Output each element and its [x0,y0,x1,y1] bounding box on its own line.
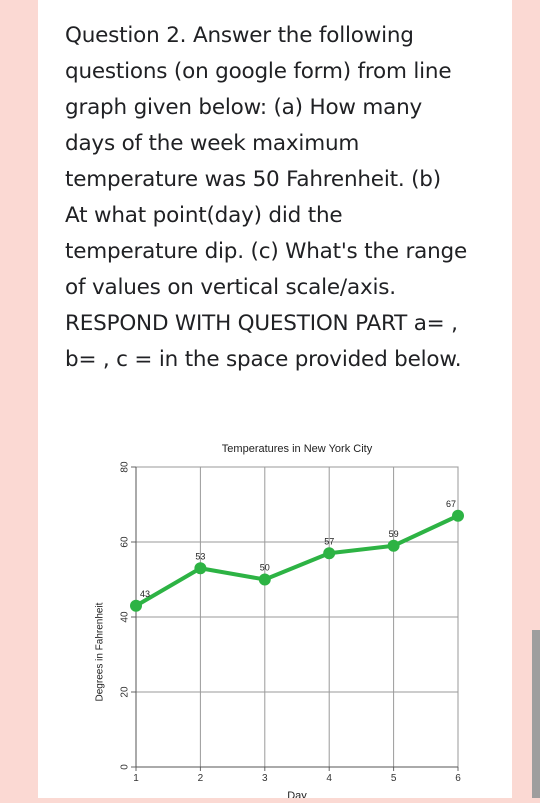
y-tick-label: 80 [119,461,131,473]
data-point [388,540,400,552]
x-tick-label: 5 [390,773,397,784]
x-tick-label: 4 [326,773,332,784]
question-text [65,18,495,378]
scrollbar-thumb[interactable] [532,630,540,798]
question-line: b= , c = in the space provided below. [65,347,462,372]
line-chart-image [38,430,512,798]
question-line: of values on vertical scale/axis. [65,275,396,300]
x-tick-label: 3 [262,773,268,784]
data-label: 57 [324,536,335,547]
question-line: At what point(day) did the [65,203,343,228]
question-line: Question 2. Answer the following [65,23,414,48]
x-tick-label: 6 [455,773,461,784]
chart-title: Temperatures in New York City [221,443,373,455]
question-line: temperature dip. (c) What's the range [65,239,468,264]
question-line: RESPOND WITH QUESTION PART a= , [65,311,458,336]
data-label: 53 [195,551,206,562]
question-line: temperature was 50 Fahrenheit. (b) [65,167,441,192]
y-tick-label: 0 [119,764,131,770]
y-tick-label: 20 [119,686,131,698]
question-line: questions (on google form) from line [65,59,452,84]
data-label: 43 [140,588,151,599]
y-tick-label: 60 [119,536,131,548]
x-tick-label: 1 [133,773,139,784]
data-point [130,600,142,612]
x-tick-label: 2 [197,773,204,784]
y-axis-label: Degrees in Fahrenheit [94,602,106,702]
data-point [259,574,271,586]
data-label: 59 [388,528,399,539]
y-tick-label: 40 [119,611,131,623]
line-chart [38,430,512,798]
data-point [323,547,335,559]
x-axis-label: Day [287,790,307,798]
data-label: 67 [445,498,456,509]
data-point [194,562,206,574]
question-line: days of the week maximum [65,131,360,156]
question-line: graph given below: (a) How many [65,95,423,120]
data-label: 50 [259,562,270,573]
data-point [452,510,464,522]
